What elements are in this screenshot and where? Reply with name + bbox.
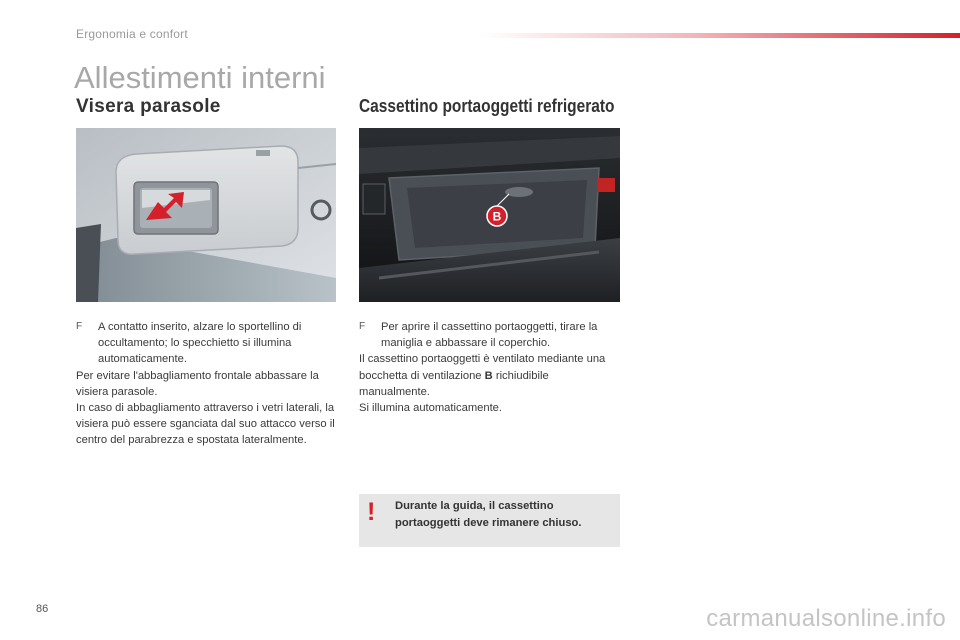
- left-section-title: Visera parasole: [76, 96, 221, 117]
- glove-box-text: [359, 319, 621, 416]
- page-number: 86: [36, 603, 49, 615]
- warning-text: Durante la guida, il cassettino portaoggetti deve rimanere chiuso.: [395, 500, 582, 529]
- sun-visor-bullet: [76, 319, 336, 368]
- header-section-label: Ergonomia e confort: [76, 27, 188, 41]
- sun-visor-paragraph: Per evitare l'abbagliamento frontale abbassare la visiera parasole.: [76, 369, 319, 398]
- right-section-title: Cassettino portaoggetti refrigerato: [359, 96, 615, 116]
- vent-reference-b: B: [484, 369, 493, 382]
- header-accent-bar: [480, 33, 960, 38]
- watermark: carmanualsonline.info: [706, 605, 946, 632]
- sun-visor-paragraph: In caso di abbagliamento attraverso i vetri laterali, la visiera può essere sganciata dal suo attacco verso il centro del parabrezza e spostata lateralmente.: [76, 402, 335, 447]
- glove-box-bullet: [359, 319, 621, 351]
- sun-visor-bullet-text: A contatto inserito, alzare lo sportellino di occultamento; lo specchietto si illumina automaticamente.: [98, 321, 302, 366]
- paragraph-text: richiudibile manualmente.: [359, 369, 549, 398]
- paragraph-text: Il cassettino portaoggetti è ventilato mediante una bocchetta di ventilazione: [359, 353, 606, 382]
- bullet-marker: F: [76, 321, 83, 332]
- sun-visor-photo: [76, 128, 336, 302]
- ventilation-label-b: B: [492, 209, 502, 224]
- sun-visor-illustration: [76, 128, 336, 302]
- warning-box: [359, 494, 620, 547]
- sun-visor-text: [76, 319, 336, 449]
- warning-exclamation-icon: !: [367, 498, 376, 526]
- glove-box-paragraph: Si illumina automaticamente.: [359, 402, 503, 415]
- glove-box-illustration: [359, 128, 620, 302]
- glove-box-paragraph: [359, 351, 621, 400]
- page-title: Allestimenti interni: [74, 60, 326, 95]
- glove-box-bullet-text: Per aprire il cassettino portaoggetti, tirare la maniglia e abbassare il coperchio.: [381, 321, 598, 350]
- bullet-marker: F: [359, 321, 366, 332]
- glove-box-photo: [359, 128, 620, 302]
